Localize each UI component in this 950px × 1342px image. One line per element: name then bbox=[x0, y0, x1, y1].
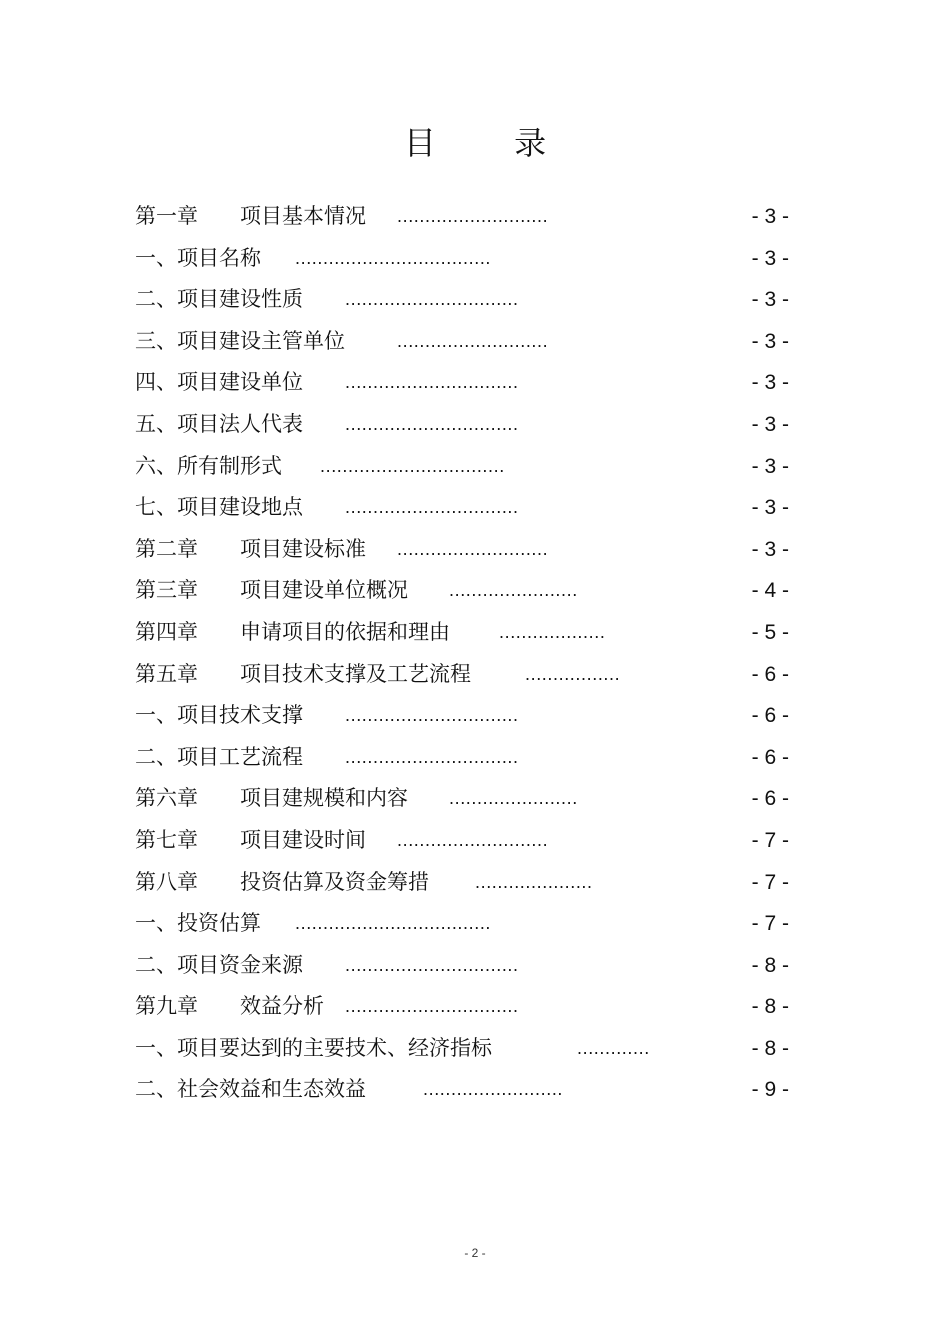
toc-entry-page: - 3 - bbox=[751, 412, 789, 436]
toc-entry-page: - 8 - bbox=[751, 995, 789, 1019]
toc-entry-page: - 3 - bbox=[751, 496, 789, 520]
toc-entry-leader: ........................... bbox=[397, 330, 549, 351]
toc-entry-page: - 3 - bbox=[751, 454, 789, 478]
toc-entry[interactable] bbox=[135, 778, 795, 820]
toc-entry-label: 第一章 项目基本情况 bbox=[135, 204, 366, 228]
toc-entry-leader: ........................... bbox=[397, 538, 549, 559]
page-number-footer: - 2 - bbox=[464, 1246, 486, 1260]
toc-entry-leader: ................. bbox=[525, 663, 621, 684]
toc-entry[interactable] bbox=[135, 820, 795, 862]
toc-entry-page: - 3 - bbox=[751, 288, 789, 312]
toc-entry-page: - 3 - bbox=[751, 205, 789, 228]
toc-entry-leader: ............................... bbox=[345, 954, 519, 975]
toc-entry-label: 二、项目建设性质 bbox=[135, 287, 303, 312]
toc-entry-page: - 8 - bbox=[751, 1036, 789, 1060]
toc-entry-leader: ............................... bbox=[345, 746, 519, 767]
toc-entry-label: 第九章 效益分析 bbox=[135, 994, 324, 1019]
toc-entry-label: 一、投资估算 bbox=[135, 911, 261, 936]
toc-entry-page: - 6 - bbox=[751, 662, 789, 686]
toc-entry-leader: ............................... bbox=[345, 413, 519, 434]
toc-entry-page: - 3 - bbox=[751, 246, 789, 270]
toc-entry-leader: ................................... bbox=[295, 247, 492, 268]
toc-entry-label: 二、项目工艺流程 bbox=[135, 744, 303, 769]
toc-entry-label: 第六章 项目建规模和内容 bbox=[135, 786, 408, 811]
toc-entry-page: - 6 - bbox=[751, 704, 789, 728]
toc-entry-label: 第三章 项目建设单位概况 bbox=[135, 578, 408, 603]
toc-entry[interactable] bbox=[135, 487, 795, 529]
toc-entry-page: - 8 - bbox=[751, 953, 789, 977]
toc-entry[interactable] bbox=[135, 404, 795, 446]
toc-entry-page: - 3 - bbox=[751, 371, 789, 395]
toc-entry[interactable] bbox=[135, 986, 795, 1028]
table-of-contents bbox=[135, 196, 795, 1111]
toc-entry[interactable] bbox=[135, 446, 795, 488]
toc-entry-leader: ....................... bbox=[449, 788, 578, 809]
toc-entry-page: - 4 - bbox=[751, 579, 789, 603]
toc-entry-label: 二、项目资金来源 bbox=[135, 952, 303, 977]
toc-entry-leader: ............................... bbox=[345, 497, 519, 518]
toc-entry-label: 三、项目建设主管单位 bbox=[135, 328, 345, 353]
toc-entry-page: - 6 - bbox=[751, 787, 789, 811]
toc-entry-label: 一、项目技术支撑 bbox=[135, 703, 303, 728]
toc-entry-page: - 7 - bbox=[751, 828, 789, 852]
toc-entry-label: 第七章 项目建设时间 bbox=[135, 827, 366, 852]
toc-entry-leader: ............................... bbox=[345, 996, 519, 1017]
toc-entry-page: - 7 - bbox=[751, 912, 789, 936]
toc-entry[interactable] bbox=[135, 612, 795, 654]
toc-entry-leader: ............................... bbox=[345, 372, 519, 393]
toc-entry-label: 五、项目法人代表 bbox=[135, 411, 303, 436]
toc-entry-label: 第四章 申请项目的依据和理由 bbox=[135, 619, 450, 644]
toc-entry-leader: ..................... bbox=[475, 871, 593, 892]
toc-entry-leader: ................... bbox=[499, 621, 606, 642]
toc-entry-label: 第二章 项目建设标准 bbox=[135, 536, 366, 561]
toc-entry-label: 第八章 投资估算及资金筹措 bbox=[135, 869, 429, 894]
toc-entry[interactable] bbox=[135, 279, 795, 321]
toc-entry-label: 一、项目要达到的主要技术、经济指标 bbox=[135, 1035, 492, 1060]
toc-entry-label: 四、项目建设单位 bbox=[135, 370, 303, 395]
toc-entry-leader: ....................... bbox=[449, 580, 578, 601]
toc-entry[interactable] bbox=[135, 362, 795, 404]
toc-entry-label: 七、项目建设地点 bbox=[135, 495, 303, 520]
toc-entry[interactable] bbox=[135, 903, 795, 945]
toc-entry-label: 第五章 项目技术支撑及工艺流程 bbox=[135, 661, 471, 686]
toc-entry-page: - 3 - bbox=[751, 329, 789, 353]
toc-entry-leader: ......................... bbox=[423, 1079, 564, 1100]
toc-entry[interactable] bbox=[135, 862, 795, 904]
toc-entry-leader: ................................. bbox=[320, 455, 505, 476]
toc-entry-page: - 7 - bbox=[751, 870, 789, 894]
toc-entry-leader: ........................... bbox=[397, 829, 549, 850]
toc-entry-page: - 5 - bbox=[751, 620, 789, 644]
toc-entry[interactable] bbox=[135, 654, 795, 696]
toc-entry[interactable] bbox=[135, 238, 795, 280]
toc-entry-leader: ............. bbox=[577, 1037, 650, 1058]
toc-entry[interactable] bbox=[135, 1028, 795, 1070]
page-title: 目 录 bbox=[403, 124, 581, 162]
toc-entry[interactable] bbox=[135, 737, 795, 779]
toc-entry-label: 二、社会效益和生态效益 bbox=[135, 1077, 366, 1102]
toc-entry[interactable] bbox=[135, 945, 795, 987]
toc-entry[interactable] bbox=[135, 529, 795, 571]
toc-entry[interactable] bbox=[135, 321, 795, 363]
toc-entry[interactable] bbox=[135, 695, 795, 737]
toc-entry-leader: ............................... bbox=[345, 289, 519, 310]
toc-entry-leader: ............................... bbox=[345, 705, 519, 726]
toc-entry-label: 六、所有制形式 bbox=[135, 453, 282, 478]
toc-entry-page: - 3 - bbox=[751, 537, 789, 561]
toc-entry-page: - 9 - bbox=[751, 1078, 789, 1102]
toc-entry-leader: ........................... bbox=[397, 206, 549, 226]
toc-entry[interactable] bbox=[135, 570, 795, 612]
toc-entry-leader: ................................... bbox=[295, 913, 492, 934]
toc-entry[interactable] bbox=[135, 196, 795, 238]
toc-entry-label: 一、项目名称 bbox=[135, 245, 261, 270]
toc-entry-page: - 6 - bbox=[751, 745, 789, 769]
toc-entry[interactable] bbox=[135, 1069, 795, 1111]
